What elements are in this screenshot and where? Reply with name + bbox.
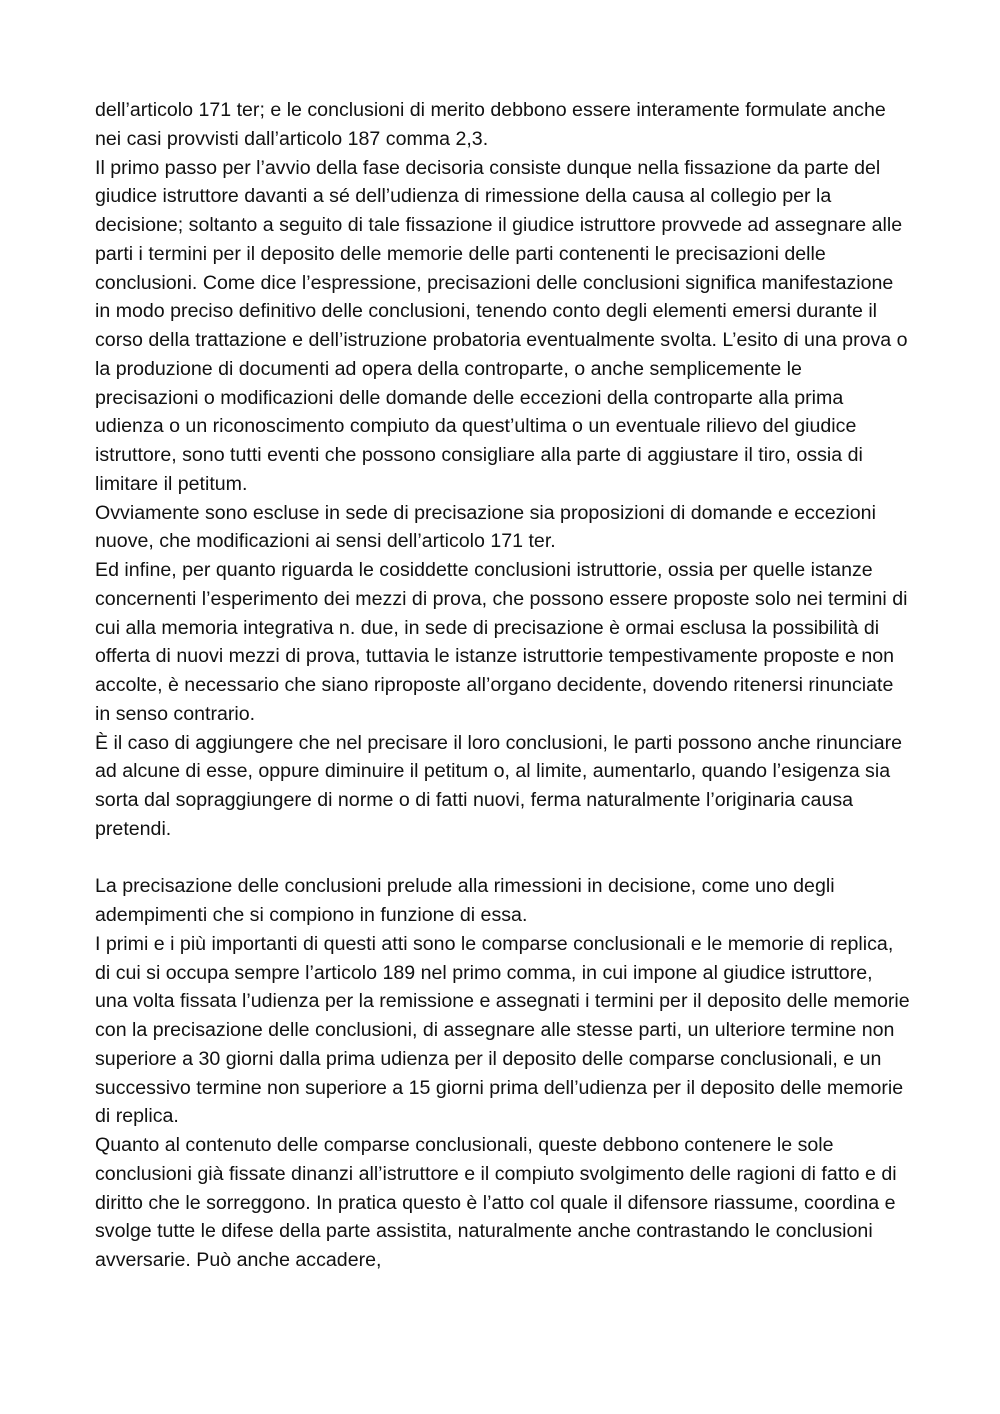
paragraph-1: dell’articolo 171 ter; e le conclusioni di merito debbono essere interamente formulate anche nei casi provvisti dall’articolo 187 comma 2,3.: [95, 99, 886, 150]
paragraph-5: È il caso di aggiungere che nel precisare il loro conclusioni, le parti possono anche rinunciare ad alcune di esse, oppure diminuire il petitum o, al limite, aumentarlo, quando l’esigenza sia sorta dal sopraggiungere di norme o di fatti nuovi, ferma naturalmente l’originaria causa pretendi.: [95, 731, 903, 840]
paragraph-7: I primi e i più importanti di questi atti sono le comparse conclusionali e le memorie di replica, di cui si occupa sempre l’articolo 189 nel primo comma, in cui impone al giudice istruttore, una volta fissata l’udienza per la remissione e assegnati i termini per il deposito delle memorie con la precisazione delle conclusioni, di assegnare alle stesse parti, un ulteriore termine non superiore a 30 giorni dalla prima udienza per il deposito delle comparse conclusionali, e un successivo termine non superiore a 15 giorni prima dell’udienza per il deposito delle memorie di replica.: [95, 932, 910, 1128]
paragraph-8: Quanto al contenuto delle comparse conclusionali, queste debbono contenere le sole conclusioni già fissate dinanzi all’istruttore e il compiuto svolgimento delle ragioni di fatto e di diritto che le sorreggono. In pratica questo è l’atto col quale il difensore riassume, coordina e svolge tutte le difese della parte assistita, naturalmente anche contrastando le conclusioni avversarie. Può anche accadere,: [95, 1134, 897, 1271]
blank-line: [95, 844, 910, 873]
paragraph-6: La precisazione delle conclusioni prelude alla rimessioni in decisione, come uno degli adempimenti che si compiono in funzione di essa.: [95, 875, 835, 926]
paragraph-4: Ed infine, per quanto riguarda le cosiddette conclusioni istruttorie, ossia per quelle istanze concernenti l’esperimento dei mezzi di prova, che possono essere proposte solo nei termini di cui alla memoria integrativa n. due, in sede di precisazione è ormai esclusa la possibilità di offerta di nuovi mezzi di prova, tuttavia le istanze istruttorie tempestivamente proposte e non accolte, è necessario che siano riproposte all’organo decidente, dovendo ritenersi rinunciate in senso contrario.: [95, 559, 908, 725]
document-page: [95, 96, 910, 1275]
paragraph-3: Ovviamente sono escluse in sede di precisazione sia proposizioni di domande e eccezioni nuove, che modificazioni ai sensi dell’articolo 171 ter.: [95, 501, 876, 553]
paragraph-2: Il primo passo per l’avvio della fase decisoria consiste dunque nella fissazione da parte del giudice istruttore davanti a sé dell’udienza di rimessione della causa al collegio per la decisione; soltanto a seguito di tale fissazione il giudice istruttore provvede ad assegnare alle parti i termini per il deposito delle memorie delle parti contenenti le precisazioni delle conclusioni. Come dice l’espressione, precisazioni delle conclusioni significa manifestazione in modo preciso definitivo delle conclusioni, tenendo conto degli elementi emersi durante il corso della trattazione e dell’istruzione probatoria eventualmente svolta. L’esito di una prova o la produzione di documenti ad opera della controparte, o anche semplicemente le precisazioni o modificazioni delle domande delle eccezioni della controparte alla prima udienza o un riconoscimento compiuto da quest’ultima o un eventuale rilievo del giudice istruttore, sono tutti eventi che possono consigliare alla parte di aggiustare il tiro, ossia di limitare il petitum.: [95, 156, 908, 495]
